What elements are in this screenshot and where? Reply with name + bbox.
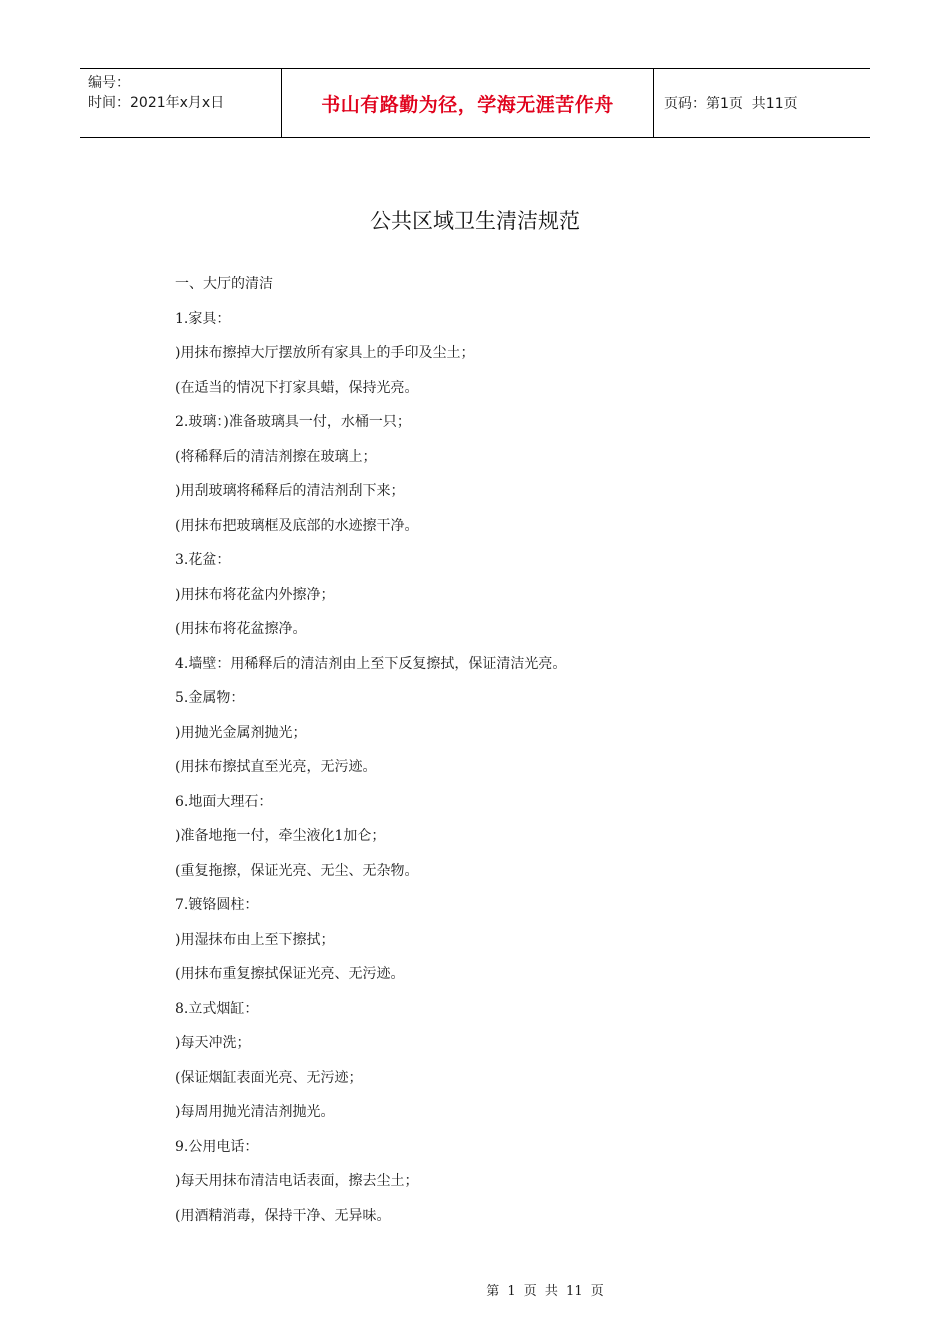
item-heading: 7.镀铬圆柱： (175, 897, 259, 913)
time-label: 时间：2021年x月x日 (88, 95, 225, 111)
item-heading: 8.立式烟缸： (175, 1000, 259, 1017)
item-heading: 4.墙壁：用稀释后的清洁剂由上至下反复擦拭，保证清洁光亮。 (175, 655, 567, 672)
item-heading: 2.玻璃：)准备玻璃具一付，水桶一只； (175, 414, 411, 430)
item-step: )用抛光金属剂抛光； (175, 724, 307, 741)
number-label: 编号： (88, 75, 130, 91)
item-heading: 6.地面大理石： (175, 793, 273, 810)
header-motto-cell (282, 69, 654, 137)
document-header-table (80, 68, 870, 138)
item-step: (重复拖擦，保证光亮、无尘、无杂物。 (175, 862, 419, 879)
item-step: )用抹布擦掉大厅摆放所有家具上的手印及尘土； (175, 345, 475, 361)
item-step: (保证烟缸表面光亮、无污迹； (175, 1069, 363, 1086)
document-title: 公共区域卫生清洁规范 (370, 209, 580, 233)
item-step: )用湿抹布由上至下擦拭； (175, 931, 335, 948)
item-step: (用抹布把玻璃框及底部的水迹擦干净。 (175, 517, 419, 534)
item-step: (用抹布重复擦拭保证光亮、无污迹。 (175, 966, 405, 982)
item-heading: 9.公用电话： (175, 1138, 259, 1155)
item-step: (用抹布擦拭直至光亮，无污迹。 (175, 759, 377, 775)
item-step: (用抹布将花盆擦净。 (175, 621, 307, 637)
header-page-cell (654, 69, 870, 137)
item-step: (用酒精消毒，保持干净、无异味。 (175, 1207, 391, 1224)
item-step: )每周用抛光清洁剂抛光。 (175, 1104, 335, 1120)
item-heading: 3.花盆： (175, 552, 231, 568)
item-step: )准备地拖一付，牵尘液化1加仑； (175, 828, 386, 844)
header-meta-cell (80, 69, 282, 137)
item-step: (将稀释后的清洁剂擦在玻璃上； (175, 448, 377, 465)
item-step: )每天冲洗； (175, 1035, 251, 1051)
item-step: )用刮玻璃将稀释后的清洁剂刮下来； (175, 483, 405, 499)
item-heading: 1.家具： (175, 310, 231, 327)
section-heading: 一、大厅的清洁 (175, 276, 273, 292)
header-page-info: 页码：第1页 共11页 (664, 96, 798, 112)
item-step: )用抹布将花盆内外擦净； (175, 586, 335, 603)
footer-page-number: 第 1 页 共 11 页 (486, 1284, 604, 1299)
motto-text: 书山有路勤为径，学海无涯苦作舟 (321, 93, 614, 116)
page-footer (0, 1280, 950, 1299)
document-body (175, 272, 795, 1238)
item-step: )每天用抹布清洁电话表面，擦去尘土； (175, 1173, 419, 1189)
item-step: (在适当的情况下打家具蜡，保持光亮。 (175, 379, 419, 396)
item-heading: 5.金属物： (175, 690, 245, 706)
